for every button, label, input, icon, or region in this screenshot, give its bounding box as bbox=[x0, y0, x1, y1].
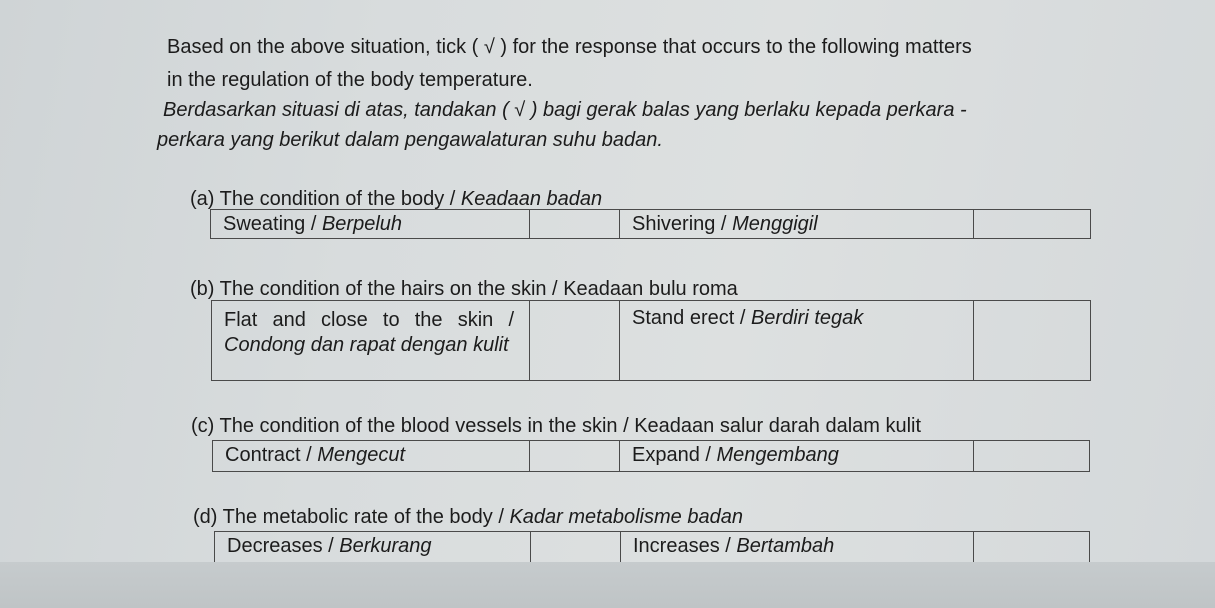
question-b-label-en: (b) The condition of the hairs on the skin / bbox=[190, 278, 564, 300]
question-c-label-ms: Keadaan salur darah dalam kulit bbox=[634, 415, 922, 437]
question-b-label bbox=[190, 277, 738, 301]
question-b-option1 bbox=[212, 301, 530, 381]
instruction-ms-line1: Berdasarkan situasi di atas, tandakan ( √ ) bagi gerak balas yang berlaku kepada perkara - bbox=[163, 99, 967, 121]
question-c-option2-en: Expand / bbox=[632, 444, 717, 466]
question-d-option2-en: Increases / bbox=[633, 535, 737, 557]
question-c-label-en: (c) The condition of the blood vessels in the skin / bbox=[191, 415, 635, 437]
question-c-label bbox=[191, 414, 921, 438]
question-b-label-ms: Keadaan bulu roma bbox=[563, 278, 738, 300]
question-b-option2-en: Stand erect / bbox=[632, 307, 751, 329]
question-d-label-en: (d) The metabolic rate of the body / bbox=[193, 506, 510, 528]
instruction-en-line1: Based on the above situation, tick ( √ ) for the response that occurs to the following matters bbox=[167, 36, 972, 58]
question-c-options bbox=[212, 440, 1090, 472]
question-a-label-ms: Keadaan badan bbox=[460, 188, 603, 210]
question-d-label bbox=[193, 505, 743, 529]
question-a-label bbox=[190, 187, 602, 211]
question-a-option2 bbox=[620, 210, 974, 239]
page-bottom-edge bbox=[0, 562, 1215, 608]
question-d-option2 bbox=[621, 532, 974, 563]
question-d-option2-tick-box[interactable] bbox=[974, 532, 1090, 563]
question-c-option2-tick-box[interactable] bbox=[974, 441, 1090, 472]
question-c-option1 bbox=[213, 441, 530, 472]
question-b-option2 bbox=[620, 301, 974, 381]
question-a-option1 bbox=[211, 210, 530, 239]
question-b-options bbox=[211, 300, 1091, 381]
question-c-option1-ms: Mengecut bbox=[317, 444, 406, 466]
question-b-option1-en: Flat and close to the skin / bbox=[224, 309, 514, 331]
question-b-option2-tick-box[interactable] bbox=[974, 301, 1091, 381]
question-d-option1-ms: Berkurang bbox=[339, 535, 432, 557]
question-d-option1-tick-box[interactable] bbox=[531, 532, 621, 563]
question-a-label-en: (a) The condition of the body / bbox=[190, 188, 461, 210]
instruction-ms-line2: perkara yang berikut dalam pengawalaturan suhu badan. bbox=[157, 129, 663, 151]
question-b-option1-ms: Condong dan rapat dengan kulit bbox=[224, 334, 509, 356]
question-a-option2-tick-box[interactable] bbox=[974, 210, 1091, 239]
question-d-options bbox=[214, 531, 1090, 563]
question-a-options bbox=[210, 209, 1091, 239]
question-a-option1-tick-box[interactable] bbox=[530, 210, 620, 239]
question-a-option1-en: Sweating / bbox=[223, 213, 322, 235]
question-a-option1-ms: Berpeluh bbox=[321, 213, 403, 235]
question-b-option2-ms: Berdiri tegak bbox=[750, 307, 864, 329]
instruction-en-line2: in the regulation of the body temperature. bbox=[167, 69, 533, 91]
question-b-option1-tick-box[interactable] bbox=[530, 301, 620, 381]
question-c-option1-tick-box[interactable] bbox=[530, 441, 620, 472]
question-c-option2-ms: Mengembang bbox=[716, 444, 839, 466]
question-a-option2-ms: Menggigil bbox=[732, 213, 818, 235]
question-d-option1-en: Decreases / bbox=[227, 535, 340, 557]
question-c-option1-en: Contract / bbox=[225, 444, 318, 466]
question-d-option2-ms: Bertambah bbox=[736, 535, 835, 557]
question-c-option2 bbox=[620, 441, 974, 472]
question-d-label-ms: Kadar metabolisme badan bbox=[509, 506, 743, 528]
question-a-option2-en: Shivering / bbox=[632, 213, 733, 235]
question-d-option1 bbox=[215, 532, 531, 563]
